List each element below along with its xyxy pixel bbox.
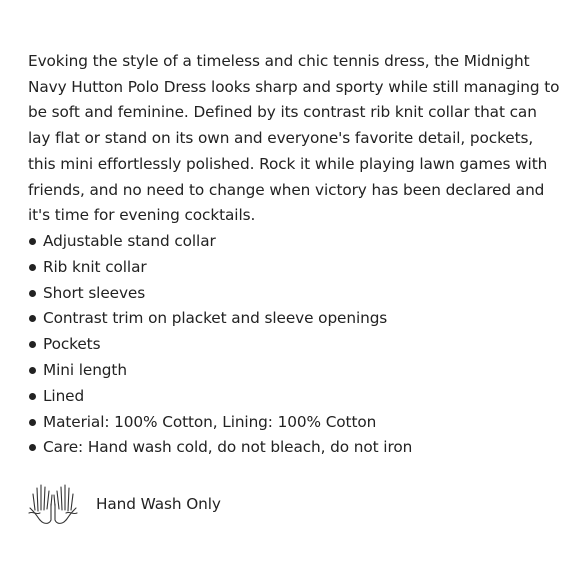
bullet-icon [29, 367, 36, 374]
feature-text: Care: Hand wash cold, do not bleach, do not iron [43, 438, 413, 457]
list-item [28, 410, 560, 436]
feature-text: Lined [43, 386, 85, 405]
bullet-icon [29, 444, 36, 451]
list-item [28, 229, 560, 255]
list-item [28, 332, 560, 358]
feature-text: Adjustable stand collar [43, 231, 216, 250]
bullet-icon [29, 264, 36, 271]
feature-text: Pockets [43, 335, 101, 354]
feature-text: Contrast trim on placket and sleeve openings [43, 309, 388, 328]
list-item [28, 306, 560, 332]
bullet-icon [29, 393, 36, 400]
bullet-icon [29, 238, 36, 245]
list-item [28, 255, 560, 281]
list-item [28, 358, 560, 384]
feature-list [28, 229, 560, 461]
product-details [28, 49, 560, 461]
list-item [28, 435, 560, 461]
care-instruction [27, 482, 221, 526]
hand-wash-icon [27, 482, 79, 526]
feature-text: Short sleeves [43, 283, 146, 302]
list-item [28, 281, 560, 307]
product-description: Evoking the style of a timeless and chic tennis dress, the Midnight Navy Hutton Polo Dress looks sharp and sporty while still managing to be soft and feminine. Defined by its contrast rib knit collar that can lay flat or stand on its own and everyone's favorite detail, pockets, this mini effortlessly polished. Rock it while playing lawn games with friends, and no need to change when victory has been declared and it's time for evening cocktails. [28, 52, 560, 225]
feature-text: Material: 100% Cotton, Lining: 100% Cotton [43, 412, 377, 431]
feature-text: Rib knit collar [43, 257, 147, 276]
feature-text: Mini length [43, 360, 127, 379]
care-label: Hand Wash Only [96, 495, 221, 513]
bullet-icon [29, 290, 36, 297]
list-item [28, 384, 560, 410]
bullet-icon [29, 419, 36, 426]
bullet-icon [29, 341, 36, 348]
bullet-icon [29, 315, 36, 322]
